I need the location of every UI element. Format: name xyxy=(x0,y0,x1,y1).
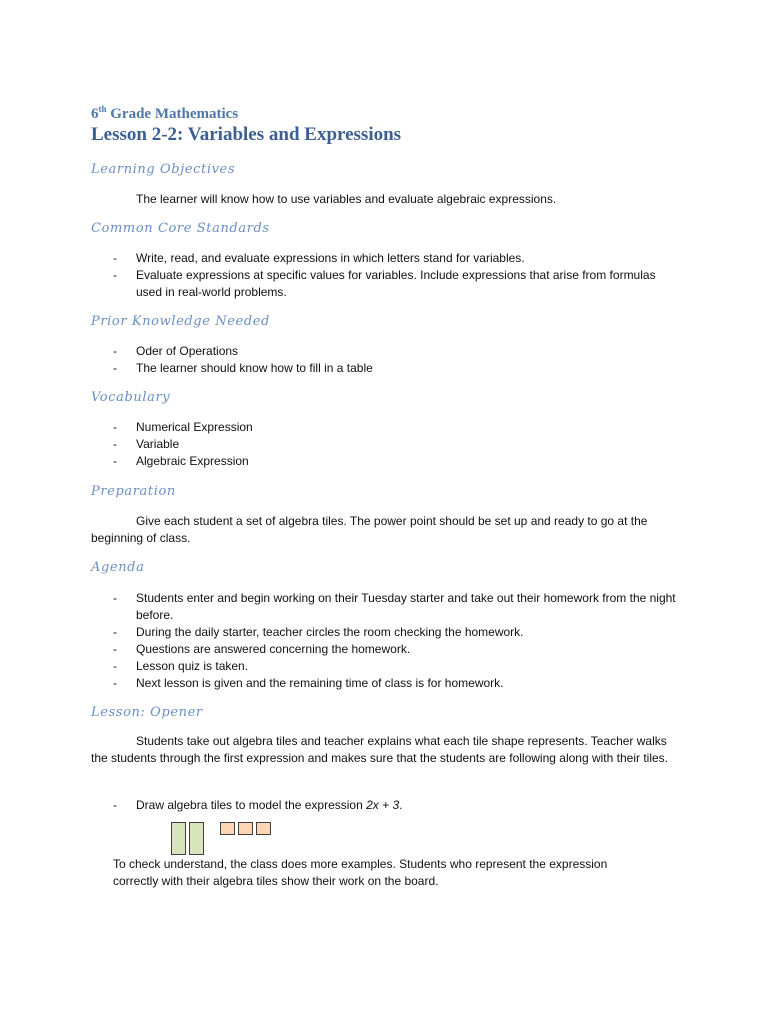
list-item: - The learner should know how to fill in a table xyxy=(113,361,373,375)
opener-heading: Lesson: Opener xyxy=(91,705,203,720)
learning-objectives-text: The learner will know how to use variables and evaluate algebraic expressions. xyxy=(136,192,557,206)
list-item: - Algebraic Expression xyxy=(113,454,249,468)
common-core-heading: Common Core Standards xyxy=(91,221,270,236)
list-item: - Questions are answered concerning the homework. xyxy=(113,642,411,656)
list-item: - Numerical Expression xyxy=(113,420,253,434)
expression: 2x + 3 xyxy=(366,798,400,812)
list-item: - Students enter and begin working on their Tuesday starter and take out their homework from the night before. xyxy=(113,591,676,622)
vocabulary-heading: Vocabulary xyxy=(91,390,171,405)
list-item: - Lesson quiz is taken. xyxy=(113,659,249,673)
unit-tile xyxy=(220,822,235,835)
agenda-list xyxy=(0,590,676,692)
preparation-heading: Preparation xyxy=(91,484,176,499)
lesson-title: Lesson 2-2: Variables and Expressions xyxy=(91,124,402,145)
prior-knowledge-heading: Prior Knowledge Needed xyxy=(91,314,270,329)
grade-number: 6 xyxy=(91,106,99,122)
list-item: - Next lesson is given and the remaining time of class is for homework. xyxy=(113,676,504,690)
agenda-heading: Agenda xyxy=(91,560,145,575)
list-item: - Draw algebra tiles to model the expression 2x + 3. xyxy=(113,798,403,812)
opener-task-list xyxy=(0,797,676,814)
grade-title xyxy=(91,104,238,123)
unit-tile xyxy=(238,822,253,835)
list-item: - Evaluate expressions at specific values for variables. Include expressions that arise from formulas used in real-world problems. xyxy=(113,268,656,299)
list-item: - Variable xyxy=(113,437,180,451)
grade-subject: Grade Mathematics xyxy=(106,106,239,122)
vocabulary-list xyxy=(0,419,676,470)
list-item: - Oder of Operations xyxy=(113,344,239,358)
list-item: - During the daily starter, teacher circles the room checking the homework. xyxy=(113,625,524,639)
prior-knowledge-list xyxy=(0,343,676,377)
unit-tile xyxy=(256,822,271,835)
preparation-text: Give each student a set of algebra tiles. The power point should be set up and ready to go at the beginning of class. xyxy=(91,514,648,545)
list-item: - Write, read, and evaluate expressions in which letters stand for variables. xyxy=(113,251,525,265)
x-tile xyxy=(189,822,204,855)
grade-ordinal: th xyxy=(98,104,107,114)
x-tile xyxy=(171,822,186,855)
learning-objectives-heading: Learning Objectives xyxy=(91,162,236,177)
opener-text: Students take out algebra tiles and teacher explains what each tile shape represents. Teacher walks the students through the first expression and makes sure that the students are following along with their tiles. xyxy=(91,734,668,765)
common-core-list xyxy=(0,250,676,301)
opener-check-text: To check understand, the class does more examples. Students who represent the expression correctly with their algebra tiles show their work on the board. xyxy=(113,857,608,888)
